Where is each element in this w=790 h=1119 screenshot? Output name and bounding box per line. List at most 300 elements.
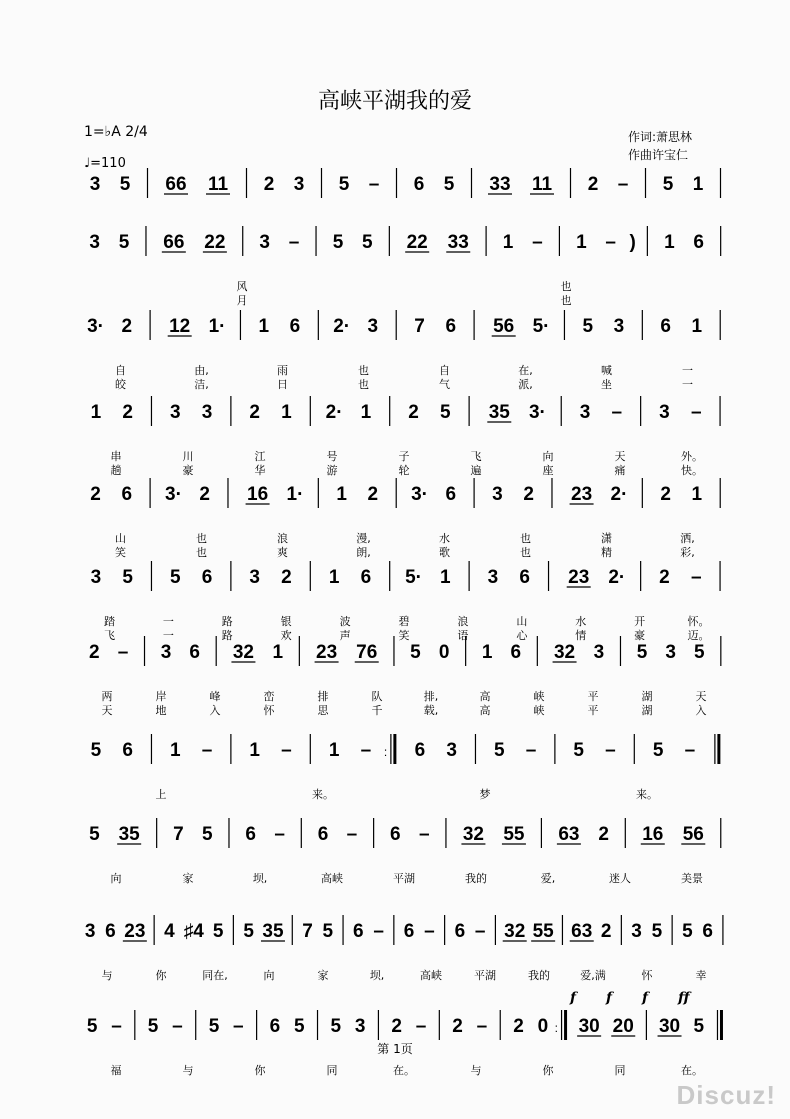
lyric-syllable: 坝, [252, 872, 268, 885]
lyric-syllable: 路 [221, 629, 233, 642]
note: 3 [354, 1016, 366, 1037]
note: 5 [494, 740, 505, 761]
note: 4 [164, 921, 175, 942]
note: 5 [322, 921, 334, 942]
note: 0 [537, 1016, 549, 1037]
lyric-syllable: 来。 [312, 788, 334, 801]
note: 5 [119, 174, 131, 195]
lyric-syllable: 号 [326, 450, 338, 463]
note: 6 [269, 1016, 281, 1037]
note: – [346, 824, 358, 845]
note: – [605, 232, 617, 253]
note: 3 [665, 642, 676, 663]
note: 5 [170, 567, 181, 588]
lyric-syllable: 向 [263, 969, 275, 982]
note: 16 [642, 824, 664, 845]
note: 2 [598, 824, 609, 845]
lyric-syllable: 潇 [601, 532, 612, 545]
lyric-syllable: 平湖 [393, 872, 415, 885]
note: 5 [86, 1016, 98, 1037]
lyric-syllable: 一 [162, 615, 174, 628]
note: 3 [593, 642, 605, 663]
note: 2 [408, 402, 419, 423]
note: 1 [481, 642, 493, 663]
note: 2 [587, 174, 599, 195]
note: 5 [440, 402, 451, 423]
note: 1 [360, 402, 372, 423]
note: 2 [89, 642, 100, 663]
note: 2 [367, 484, 379, 505]
lyric-syllable: 水 [575, 615, 587, 628]
note: 1 [90, 402, 102, 423]
note: 55 [532, 921, 554, 942]
lyric-syllable: 飞 [470, 450, 482, 463]
repeat-dots: : [554, 1021, 558, 1035]
lyric-syllable: 也 [358, 378, 369, 391]
note: 2· [325, 402, 343, 423]
note: 5 [293, 1016, 305, 1037]
lyric-syllable: 心 [516, 629, 528, 642]
lyric-syllable: 天 [614, 450, 626, 463]
note: 5 [651, 921, 663, 942]
lyric-syllable: 你 [155, 969, 167, 982]
note: 5 [118, 232, 130, 253]
note: 2· [610, 484, 628, 505]
lyric-syllable: 自 [439, 364, 450, 377]
note: 2 [122, 402, 133, 423]
note: 6 [693, 232, 704, 253]
lyric-syllable: 两 [101, 690, 113, 703]
note: 5 [338, 174, 350, 195]
note: 3 [613, 316, 625, 337]
note: 32 [504, 921, 526, 942]
note: 76 [356, 642, 378, 663]
lyric-syllable: 精 [601, 546, 612, 559]
note: 11 [531, 174, 553, 195]
lyric-syllable: 漫, [356, 532, 371, 545]
lyric-syllable: 也 [520, 532, 531, 545]
lyric-syllable: 入 [695, 704, 707, 717]
lyric-syllable: 高 [479, 690, 491, 703]
lyric-syllable: 湖 [641, 704, 653, 717]
note: – [690, 402, 702, 423]
lyric-syllable: 浪 [457, 615, 469, 628]
note: 5 [652, 740, 664, 761]
key-signature: 1=♭A 2/4 [84, 124, 148, 140]
lyric-syllable: 爱,满 [580, 969, 606, 982]
note: 20 [612, 1016, 634, 1037]
lyric-syllable: 湖 [641, 690, 653, 703]
note: 3 [293, 174, 305, 195]
lyric-syllable: 风 [236, 280, 248, 293]
note: 6 [353, 921, 364, 942]
note: 7 [173, 824, 184, 845]
lyric-syllable: 开 [634, 615, 646, 628]
lyric-syllable: 排 [317, 690, 329, 703]
lyric-syllable: 情 [575, 629, 587, 642]
lyric-syllable: 怀 [263, 704, 275, 717]
note: 23 [568, 567, 590, 588]
watermark: Discuz! [676, 1080, 776, 1110]
note: 35 [118, 824, 140, 845]
lyric-syllable: 峡 [533, 690, 545, 703]
note: 23 [571, 484, 593, 505]
note: – [172, 1016, 183, 1037]
lyric-syllable: 自 [115, 364, 126, 377]
lyric-syllable: 坐 [601, 378, 612, 391]
note: 3 [170, 402, 181, 423]
note: 0 [438, 642, 450, 663]
lyric-syllable: 入 [209, 704, 221, 717]
note: ) [629, 232, 636, 253]
note: 3 [579, 402, 591, 423]
note: – [288, 232, 300, 253]
note: 1 [664, 232, 675, 253]
note: 2 [249, 402, 260, 423]
lyric-syllable: 也 [560, 280, 572, 293]
lyric-syllable: 一 [682, 378, 693, 391]
note: 5 [147, 1016, 159, 1037]
lyric-syllable: 银 [280, 615, 292, 628]
note: – [201, 740, 213, 761]
lyric-syllable: 在。 [393, 1064, 415, 1077]
lyric-syllable: 笑 [398, 629, 410, 642]
note: 5 [443, 174, 455, 195]
note: 6 [660, 316, 671, 337]
note: 12 [169, 316, 191, 337]
lyric-syllable: 洒, [680, 532, 695, 545]
lyric-syllable: 地 [155, 704, 167, 717]
lyric-syllable: 千 [371, 704, 383, 717]
note: 6 [245, 824, 256, 845]
page-number: 第 1页 [377, 1042, 413, 1056]
note: 2 [199, 484, 210, 505]
note: 63 [571, 921, 593, 942]
note: 1 [328, 567, 340, 588]
note: – [281, 740, 292, 761]
note: 3 [259, 232, 271, 253]
note: 2 [513, 1016, 524, 1037]
lyric-syllable: 你 [254, 1064, 266, 1077]
lyric-syllable: 迈。 [687, 629, 710, 642]
note: 1 [328, 740, 340, 761]
note: 32 [462, 824, 484, 845]
lyric-syllable: 天 [101, 704, 113, 717]
note: 1 [336, 484, 347, 505]
note: 3 [249, 567, 260, 588]
lyric-syllable: 也 [196, 546, 207, 559]
lyric-syllable: 同 [614, 1064, 626, 1077]
note: 2 [281, 567, 292, 588]
note: 1 [272, 642, 284, 663]
lyric-syllable: 在。 [681, 1064, 703, 1077]
note: ♯4 [183, 921, 204, 942]
note: 23 [124, 921, 146, 942]
note: 32 [553, 642, 576, 663]
lyric-syllable: 路 [221, 615, 233, 628]
note: 3 [89, 174, 101, 195]
note: – [605, 740, 616, 761]
lyric-syllable: 趟 [110, 464, 122, 477]
note: 6 [105, 921, 116, 942]
note: – [111, 1016, 122, 1037]
note: 6 [519, 567, 530, 588]
note: – [233, 1016, 244, 1037]
note: 30 [578, 1016, 600, 1037]
lyric-syllable: 怀 [641, 969, 653, 982]
lyric-syllable: 天 [695, 690, 707, 703]
lyric-syllable: 峰 [209, 690, 221, 703]
note: 6 [317, 824, 329, 845]
tempo-marking: ♩=110 [84, 156, 126, 171]
lyric-syllable: 家 [317, 969, 329, 982]
note: 5 [243, 921, 254, 942]
note: 2 [600, 921, 612, 942]
note: 6 [289, 316, 301, 337]
repeat-dots: : [383, 745, 388, 759]
lyric-syllable: 爱, [540, 872, 556, 885]
lyric-syllable: 声 [339, 629, 351, 642]
note: 1· [208, 316, 226, 337]
lyric-syllable: 与 [470, 1064, 482, 1077]
lyric-syllable: 岸 [155, 690, 167, 703]
lyric-syllable: 踏 [103, 615, 115, 628]
lyric-syllable: 你 [542, 1064, 554, 1077]
lyric-syllable: 也 [560, 294, 572, 307]
note: 32 [232, 642, 255, 663]
lyric-syllable: 雨 [277, 364, 288, 377]
note: 3· [87, 316, 105, 337]
note: 2 [452, 1016, 463, 1037]
note: 63 [558, 824, 580, 845]
note: 5· [532, 316, 550, 337]
note: – [360, 740, 372, 761]
lyric-syllable: 高峡 [321, 872, 343, 885]
lyric-syllable: 峦 [263, 690, 275, 703]
lyric-syllable: 排, [423, 690, 439, 703]
lyric-syllable: 也 [196, 532, 207, 545]
lyric-syllable: 游 [326, 464, 338, 477]
lyric-syllable: 快。 [681, 464, 703, 477]
lyric-syllable: 队 [371, 690, 383, 703]
lyric-syllable: 思 [317, 704, 329, 717]
note: 6 [445, 484, 457, 505]
note: 6 [189, 642, 200, 663]
note: 1 [691, 316, 703, 337]
note: 1 [170, 740, 181, 761]
lyric-syllable: 江 [254, 450, 266, 463]
lyric-syllable: 我的 [528, 969, 550, 982]
note: 5 [573, 740, 584, 761]
lyric-syllable: 梦 [479, 788, 491, 801]
note: – [424, 921, 435, 942]
note: 6 [403, 921, 415, 942]
note: 5 [362, 232, 373, 253]
note: 2· [608, 567, 626, 588]
note: 33 [447, 232, 469, 253]
song-title: 高峡平湖我的爱 [317, 89, 472, 114]
lyric-syllable: 怀。 [687, 615, 710, 628]
note: 30 [658, 1016, 681, 1037]
lyric-syllable: 飞 [103, 629, 115, 642]
lyric-syllable: 山 [516, 615, 528, 628]
lyric-syllable: 波 [339, 615, 351, 628]
note: – [368, 174, 380, 195]
lyric-syllable: 喊 [601, 364, 612, 377]
note: – [532, 232, 543, 253]
note: 6 [414, 740, 426, 761]
note: 5· [405, 567, 422, 588]
note: 5 [410, 642, 421, 663]
lyric-syllable: 水 [439, 532, 450, 545]
note: 6 [121, 484, 133, 505]
note: 16 [247, 484, 269, 505]
note: 2· [333, 316, 351, 337]
note: 22 [406, 232, 428, 253]
note: 1 [440, 567, 451, 588]
lyric-syllable: 高 [479, 704, 491, 717]
lyric-syllable: 串 [110, 450, 122, 463]
note: 5 [693, 1016, 705, 1037]
note: 3 [487, 567, 499, 588]
note: 6 [390, 824, 401, 845]
note: 35 [488, 402, 510, 423]
note: 3 [446, 740, 457, 761]
note: 7 [414, 316, 425, 337]
lyric-syllable: 欢 [280, 629, 292, 642]
note: 7 [302, 921, 313, 942]
note: 11 [207, 174, 229, 195]
lyric-syllable: 向 [110, 872, 122, 885]
composer-credit: 作曲许宝仁 [628, 148, 689, 162]
lyric-syllable: 也 [520, 546, 531, 559]
lyric-syllable: 与 [101, 969, 113, 982]
lyric-syllable: 同在, [202, 969, 228, 982]
lyric-syllable: 一 [162, 629, 174, 642]
lyric-syllable: 日 [277, 378, 288, 391]
note: 5 [332, 232, 344, 253]
lyric-syllable: 月 [236, 294, 248, 307]
note: 6 [122, 740, 133, 761]
note: – [474, 921, 486, 942]
lyric-syllable: 与 [182, 1064, 194, 1077]
note: 3 [89, 232, 100, 253]
lyric-syllable: 浪 [277, 532, 288, 545]
note: 6 [413, 174, 425, 195]
dynamic-marking: f [606, 990, 613, 1006]
lyric-syllable: 歌 [439, 546, 450, 559]
dynamic-marking: f [570, 990, 577, 1006]
note: 2 [90, 484, 101, 505]
note: 5 [212, 921, 224, 942]
lyric-syllable: 皎 [115, 378, 126, 391]
note: – [525, 740, 537, 761]
lyric-syllable: 上 [155, 788, 167, 801]
note: 5 [208, 1016, 220, 1037]
note: – [373, 921, 384, 942]
note: 2 [391, 1016, 402, 1037]
note: 56 [682, 824, 704, 845]
lyric-syllable: 碧 [398, 615, 410, 628]
note: 3 [492, 484, 503, 505]
note: 1· [286, 484, 304, 505]
note: – [617, 174, 629, 195]
lyric-syllable: 平 [587, 704, 599, 717]
lyric-syllable: 山 [115, 532, 126, 545]
note: 3 [90, 567, 102, 588]
lyricist-credit: 作词:萧思林 [628, 130, 693, 144]
note: 22 [204, 232, 226, 253]
note: 3 [84, 921, 96, 942]
lyric-syllable: 也 [358, 364, 369, 377]
lyric-syllable: 峡 [533, 704, 545, 717]
note: 6 [702, 921, 713, 942]
note: – [415, 1016, 427, 1037]
note: 1 [691, 484, 703, 505]
note: 5 [89, 824, 100, 845]
note: 2 [660, 484, 671, 505]
lyric-syllable: 由, [194, 364, 209, 377]
lyric-syllable: 外。 [681, 450, 703, 463]
note: 6 [454, 921, 466, 942]
note: 55 [503, 824, 525, 845]
lyric-syllable: 笑 [115, 546, 126, 559]
lyric-syllable: 气 [439, 378, 450, 391]
lyric-syllable: 豪 [182, 464, 194, 477]
note: 3 [201, 402, 213, 423]
note: 35 [262, 921, 284, 942]
lyric-syllable: 来。 [636, 788, 658, 801]
note: 5 [694, 642, 705, 663]
lyric-syllable: 遍 [470, 464, 482, 477]
lyric-syllable: 同 [326, 1064, 338, 1077]
lyric-syllable: 洁, [194, 378, 209, 391]
note: 3· [165, 484, 182, 505]
note: 1 [258, 316, 270, 337]
note: 66 [165, 174, 187, 195]
dynamic-marking: f [642, 990, 649, 1006]
note: 5 [122, 567, 133, 588]
lyric-syllable: 福 [110, 1064, 122, 1077]
lyric-syllable: 朗, [356, 546, 371, 559]
note: 2 [263, 174, 275, 195]
note: 3· [411, 484, 429, 505]
lyric-syllable: 痛 [614, 464, 626, 477]
dynamic-marking: ff [678, 990, 690, 1006]
lyric-syllable: 子 [398, 450, 410, 463]
lyric-syllable: 幸 [695, 969, 707, 982]
note: 5 [682, 921, 693, 942]
lyric-syllable: 坝, [369, 969, 385, 982]
lyric-syllable: 彩, [680, 546, 695, 559]
note: 6 [510, 642, 522, 663]
note: 33 [489, 174, 511, 195]
note: – [418, 824, 430, 845]
lyric-syllable: 一 [682, 364, 693, 377]
lyric-syllable: 家 [182, 872, 194, 885]
note: 5 [90, 740, 102, 761]
note: 6 [360, 567, 372, 588]
note: – [684, 740, 696, 761]
note: – [690, 567, 702, 588]
note: 6 [445, 316, 457, 337]
lyric-syllable: 在, [518, 364, 533, 377]
lyric-syllable: 语 [457, 629, 469, 642]
lyric-syllable: 平湖 [474, 969, 496, 982]
note: – [476, 1016, 488, 1037]
note: 3 [659, 402, 670, 423]
note: – [117, 642, 129, 663]
